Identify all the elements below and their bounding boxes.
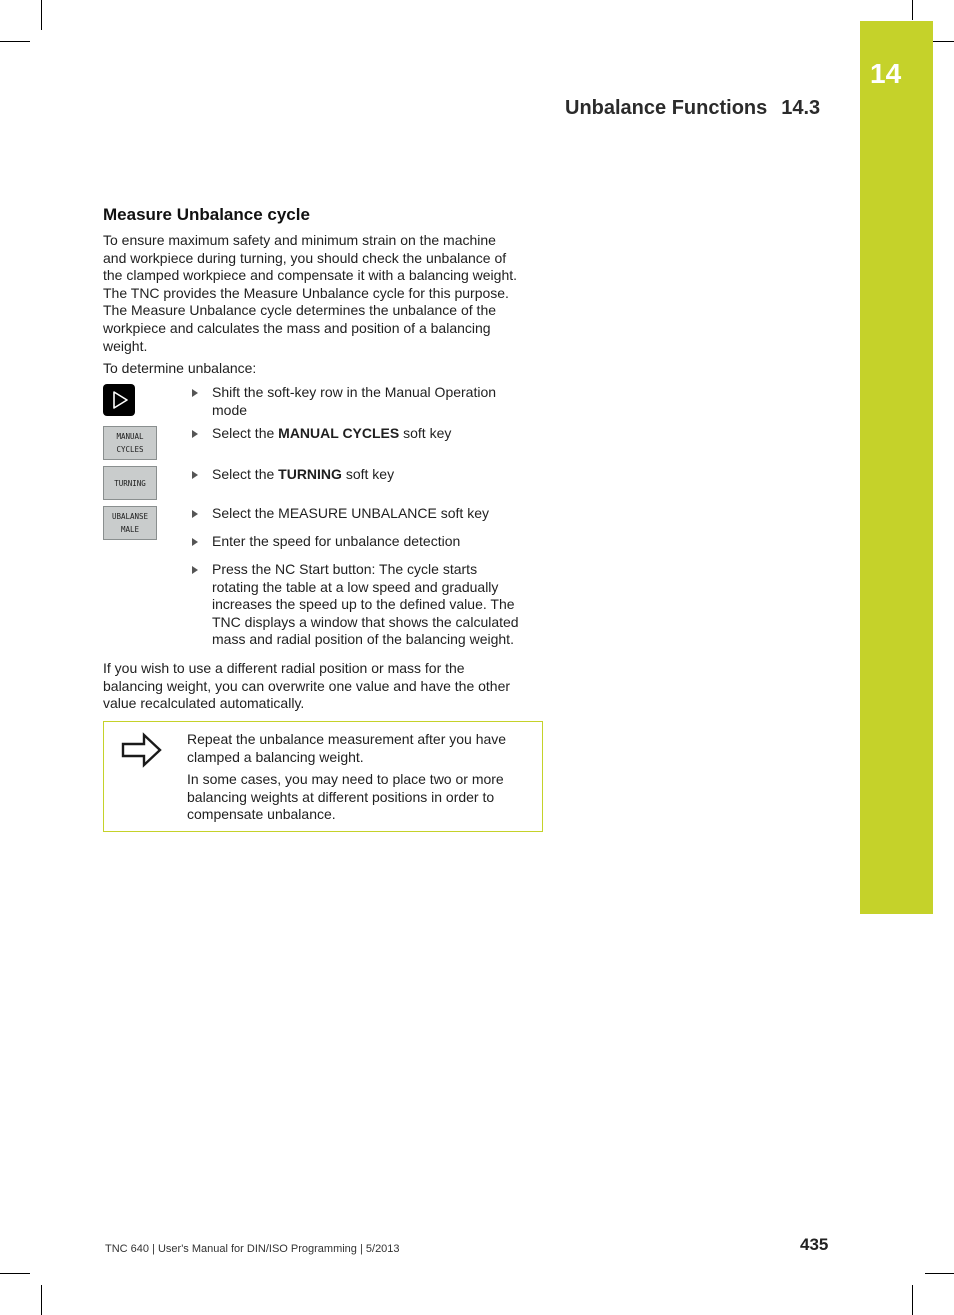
right-arrow-icon xyxy=(120,732,164,768)
text-line: Repeat the unbalance measurement after you have xyxy=(187,731,507,747)
softkey-label: MALE xyxy=(120,525,140,534)
softkey-name: TURNING xyxy=(278,466,342,482)
step-select-turning xyxy=(192,466,542,484)
softkey-label: MANUAL xyxy=(116,432,144,441)
crop-mark xyxy=(41,1285,42,1315)
bullet-triangle-icon xyxy=(192,471,198,479)
lead-in-text: To determine unbalance: xyxy=(103,360,257,376)
footer-text: TNC 640 | User's Manual for DIN/ISO Programming | 5/2013 xyxy=(105,1243,400,1255)
text-line: increases the speed up to the defined value. The xyxy=(212,596,515,613)
text-line: If you wish to use a different radial position or mass for the xyxy=(103,660,465,676)
text-line: mode xyxy=(212,401,248,418)
text-line: mass and radial position of the balancing weight. xyxy=(212,631,514,648)
chapter-number: 14 xyxy=(870,58,902,89)
text-line: weight. xyxy=(103,337,148,354)
chapter-tab xyxy=(860,21,933,914)
text-line: balancing weights at different positions in order to xyxy=(187,788,495,805)
step-shift-softkey-row xyxy=(192,384,542,419)
bullet-triangle-icon xyxy=(192,389,198,397)
note-box xyxy=(103,721,543,832)
text-line: rotating the table at a low speed and gradually xyxy=(212,578,499,595)
step-press-nc-start xyxy=(192,561,542,649)
text-line: the clamped workpiece and compensate it with a balancing weight. xyxy=(103,267,518,284)
note-paragraph xyxy=(187,771,532,824)
text-line: TNC displays a window that shows the calculated xyxy=(212,613,519,630)
softkey-manual-cycles xyxy=(103,426,157,460)
softkey-turning xyxy=(103,466,157,500)
crop-mark xyxy=(925,1273,954,1274)
crop-mark xyxy=(41,0,42,30)
step-text: soft key xyxy=(341,466,395,482)
text-line: The TNC provides the Measure Unbalance cycle for this purpose. xyxy=(103,284,509,301)
header-title: Unbalance Functions xyxy=(565,97,768,119)
after-steps-paragraph xyxy=(103,660,548,713)
softkey-ubalanse xyxy=(103,506,157,540)
note-paragraph xyxy=(187,731,532,766)
text-line: Shift the soft-key row in the Manual Operation xyxy=(212,384,497,400)
intro-paragraph xyxy=(103,232,548,355)
step-select-manual-cycles xyxy=(192,425,542,443)
start-key xyxy=(103,384,135,416)
page-number: 435 xyxy=(800,1235,829,1254)
running-header xyxy=(565,97,820,120)
step-select-measure-unbalance xyxy=(192,505,542,523)
text-line: and workpiece during turning, you should check the unbalance of xyxy=(103,249,507,266)
crop-mark xyxy=(0,1273,30,1274)
text-line: workpiece and calculates the mass and position of a balancing xyxy=(103,319,491,336)
text-line: value recalculated automatically. xyxy=(103,695,305,712)
step-text: Enter the speed for unbalance detection xyxy=(212,533,461,549)
text-line: In some cases, you may need to place two or more xyxy=(187,771,504,788)
step-enter-speed xyxy=(192,533,542,551)
crop-mark xyxy=(0,41,30,42)
softkey-label: CYCLES xyxy=(116,445,144,454)
softkey-label: TURNING xyxy=(114,478,146,488)
bullet-triangle-icon xyxy=(192,510,198,518)
text-line: compensate unbalance. xyxy=(187,806,336,823)
bullet-triangle-icon xyxy=(192,538,198,546)
crop-mark xyxy=(912,0,913,20)
text-line: clamped a balancing weight. xyxy=(187,748,364,765)
step-text: Select the MEASURE UNBALANCE soft key xyxy=(212,505,489,521)
text-line: Press the NC Start button: The cycle starts xyxy=(212,561,478,577)
header-section-number: 14.3 xyxy=(781,97,821,119)
text-line: balancing weight, you can overwrite one value and have the other xyxy=(103,677,511,694)
softkey-label: UBALANSE xyxy=(111,512,149,521)
step-text: Select the xyxy=(212,466,279,482)
text-line: To ensure maximum safety and minimum strain on the machine xyxy=(103,232,496,248)
play-triangle-icon xyxy=(103,384,135,416)
step-text: Select the xyxy=(212,425,279,441)
step-text: soft key xyxy=(399,425,452,441)
text-line: The Measure Unbalance cycle determines the unbalance of the xyxy=(103,302,497,319)
softkey-name: MANUAL CYCLES xyxy=(278,425,400,441)
bullet-triangle-icon xyxy=(192,430,198,438)
crop-mark xyxy=(912,1285,913,1315)
note-text xyxy=(187,731,532,829)
bullet-triangle-icon xyxy=(192,566,198,574)
section-heading: Measure Unbalance cycle xyxy=(103,205,310,224)
